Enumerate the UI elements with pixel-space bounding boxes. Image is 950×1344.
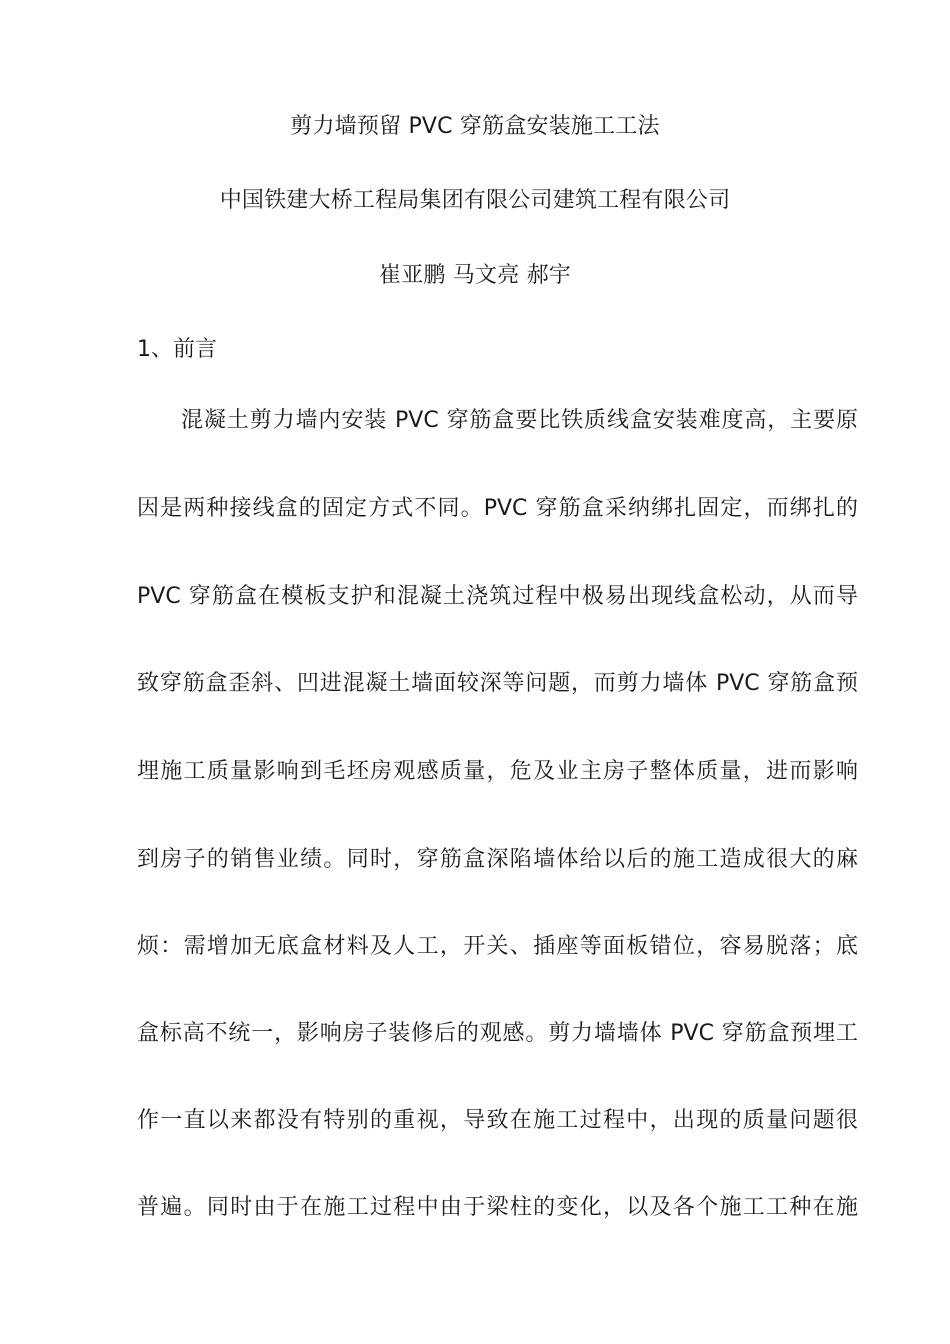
section-heading: 1、前言 bbox=[137, 337, 217, 362]
document-organization: 中国铁建大桥工程局集团有限公司建筑工程有限公司 bbox=[219, 188, 731, 213]
paragraph-line: 埋施工质量影响到毛坯房观感质量，危及业主房子整体质量，进而影响 bbox=[137, 759, 858, 784]
paragraph-line: 混凝土剪力墙内安装 PVC 穿筋盒要比铁质线盒安装难度高，主要原 bbox=[181, 408, 858, 433]
paragraph-line: 盒标高不统一，影响房子装修后的观感。剪力墙墙体 PVC 穿筋盒预埋工 bbox=[137, 1021, 858, 1046]
paragraph-line: 到房子的销售业绩。同时，穿筋盒深陷墙体给以后的施工造成很大的麻 bbox=[137, 847, 858, 872]
paragraph-line: 致穿筋盒歪斜、凹进混凝土墙面较深等问题，而剪力墙体 PVC 穿筋盒预 bbox=[137, 671, 858, 696]
paragraph-line: 作一直以来都没有特别的重视，导致在施工过程中，出现的质量问题很 bbox=[137, 1108, 858, 1133]
paragraph-line: 因是两种接线盒的固定方式不同。PVC 穿筋盒采纳绑扎固定，而绑扎的 bbox=[137, 496, 858, 521]
document-title: 剪力墙预留 PVC 穿筋盒安装施工工法 bbox=[290, 114, 660, 139]
paragraph-line: 普遍。同时由于在施工过程中由于梁柱的变化，以及各个施工工种在施 bbox=[137, 1195, 858, 1220]
document-authors: 崔亚鹏 马文亮 郝宇 bbox=[379, 263, 571, 288]
paragraph-line: PVC 穿筋盒在模板支护和混凝土浇筑过程中极易出现线盒松动，从而导 bbox=[137, 584, 858, 609]
paragraph-line: 烦：需增加无底盒材料及人工，开关、插座等面板错位，容易脱落；底 bbox=[137, 934, 858, 959]
